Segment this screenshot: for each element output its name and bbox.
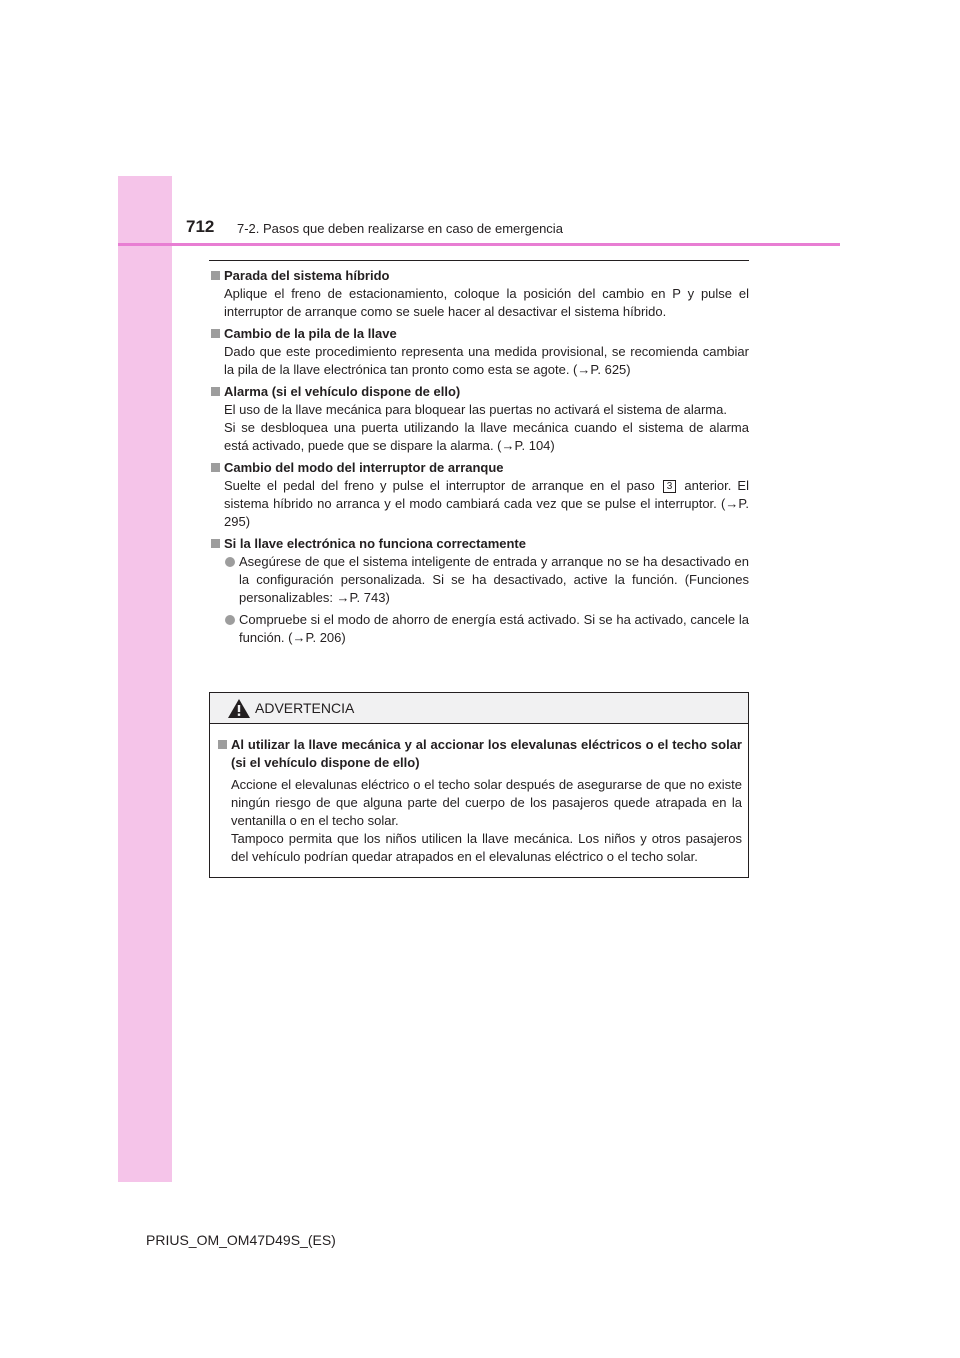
section-key-battery (209, 325, 749, 379)
document-code: PRIUS_OM_OM47D49S_(ES) (146, 1232, 336, 1248)
side-tab-band (118, 176, 172, 1182)
header-rule (118, 243, 840, 246)
circle-bullet-icon (225, 615, 235, 625)
section-text (209, 477, 749, 531)
section-alarm (209, 383, 749, 455)
section-text: Aplique el freno de estacionamiento, coloque la posición del cambio en P y pulse el interruptor de arranque como se suele hacer al desactivar el sistema híbrido. (224, 286, 749, 319)
list-item: Compruebe si el modo de ahorro de energía está activado. Si se ha activado, cancele la función. (→P. 206) (209, 611, 749, 647)
page-number: 712 (186, 217, 215, 236)
section-text: El uso de la llave mecánica para bloquear las puertas no activará el sistema de alarma. (224, 402, 727, 417)
chapter-title: 7-2. Pasos que deben realizarse en caso de emergencia (237, 221, 563, 236)
square-bullet-icon (211, 463, 220, 472)
section-text-2: Si se desbloquea una puerta utilizando la llave mecánica cuando el sistema de alarma está activado, puede que se dispare la alarma. (→P. 104) (224, 420, 749, 453)
warning-body (210, 724, 748, 866)
warning-text-2: Tampoco permita que los niños utilicen la llave mecánica. Los niños y otros pasajeros del vehículo podrían quedar atrapados en el elevalunas eléctrico o el techo solar. (231, 831, 742, 864)
warning-label: ADVERTENCIA (255, 700, 355, 716)
warning-box (209, 692, 749, 878)
section-title: Cambio de la pila de la llave (224, 326, 397, 341)
square-bullet-icon (211, 329, 220, 338)
section-title: Cambio del modo del interruptor de arranque (224, 460, 504, 475)
warning-text: Accione el elevalunas eléctrico o el techo solar después de asegurarse de que no existe ningún riesgo de que alguna parte del cuerpo de los pasajeros quede atrapada en la ventanilla o en el techo solar. (231, 777, 742, 828)
section-switch-mode (209, 459, 749, 531)
step-reference-box: 3 (663, 480, 677, 493)
section-text: Dado que este procedimiento representa una medida provisional, se recomienda cambiar la pila de la llave electrónica tan pronto como esta se agote. (→P. 625) (224, 344, 749, 377)
square-bullet-icon (211, 539, 220, 548)
square-bullet-icon (218, 740, 227, 749)
main-content (209, 267, 749, 651)
text-after-step: anterior. El sistema híbrido no arranca y el modo cambiará cada vez que se pulse el interruptor. (→P. 295) (224, 478, 749, 529)
section-hybrid-stop (209, 267, 749, 321)
square-bullet-icon (211, 387, 220, 396)
warning-triangle-icon (227, 698, 251, 719)
section-title: Parada del sistema híbrido (224, 268, 390, 283)
section-divider (209, 260, 749, 261)
warning-title: Al utilizar la llave mecánica y al accionar los elevalunas eléctricos o el techo solar (si el vehículo dispone de ello) (231, 737, 742, 770)
list-item: Asegúrese de que el sistema inteligente de entrada y arranque no se ha desactivado en la configuración personalizada. Si se ha desactivado, active la función. (Funciones personalizables: →P. 743) (209, 553, 749, 607)
warning-header (210, 693, 748, 724)
section-title: Si la llave electrónica no funciona correctamente (224, 536, 526, 551)
circle-bullet-icon (225, 557, 235, 567)
text-before-step: Suelte el pedal del freno y pulse el interruptor de arranque en el paso (224, 478, 655, 493)
square-bullet-icon (211, 271, 220, 280)
section-title: Alarma (si el vehículo dispone de ello) (224, 384, 461, 399)
section-key-malfunction (209, 535, 749, 647)
